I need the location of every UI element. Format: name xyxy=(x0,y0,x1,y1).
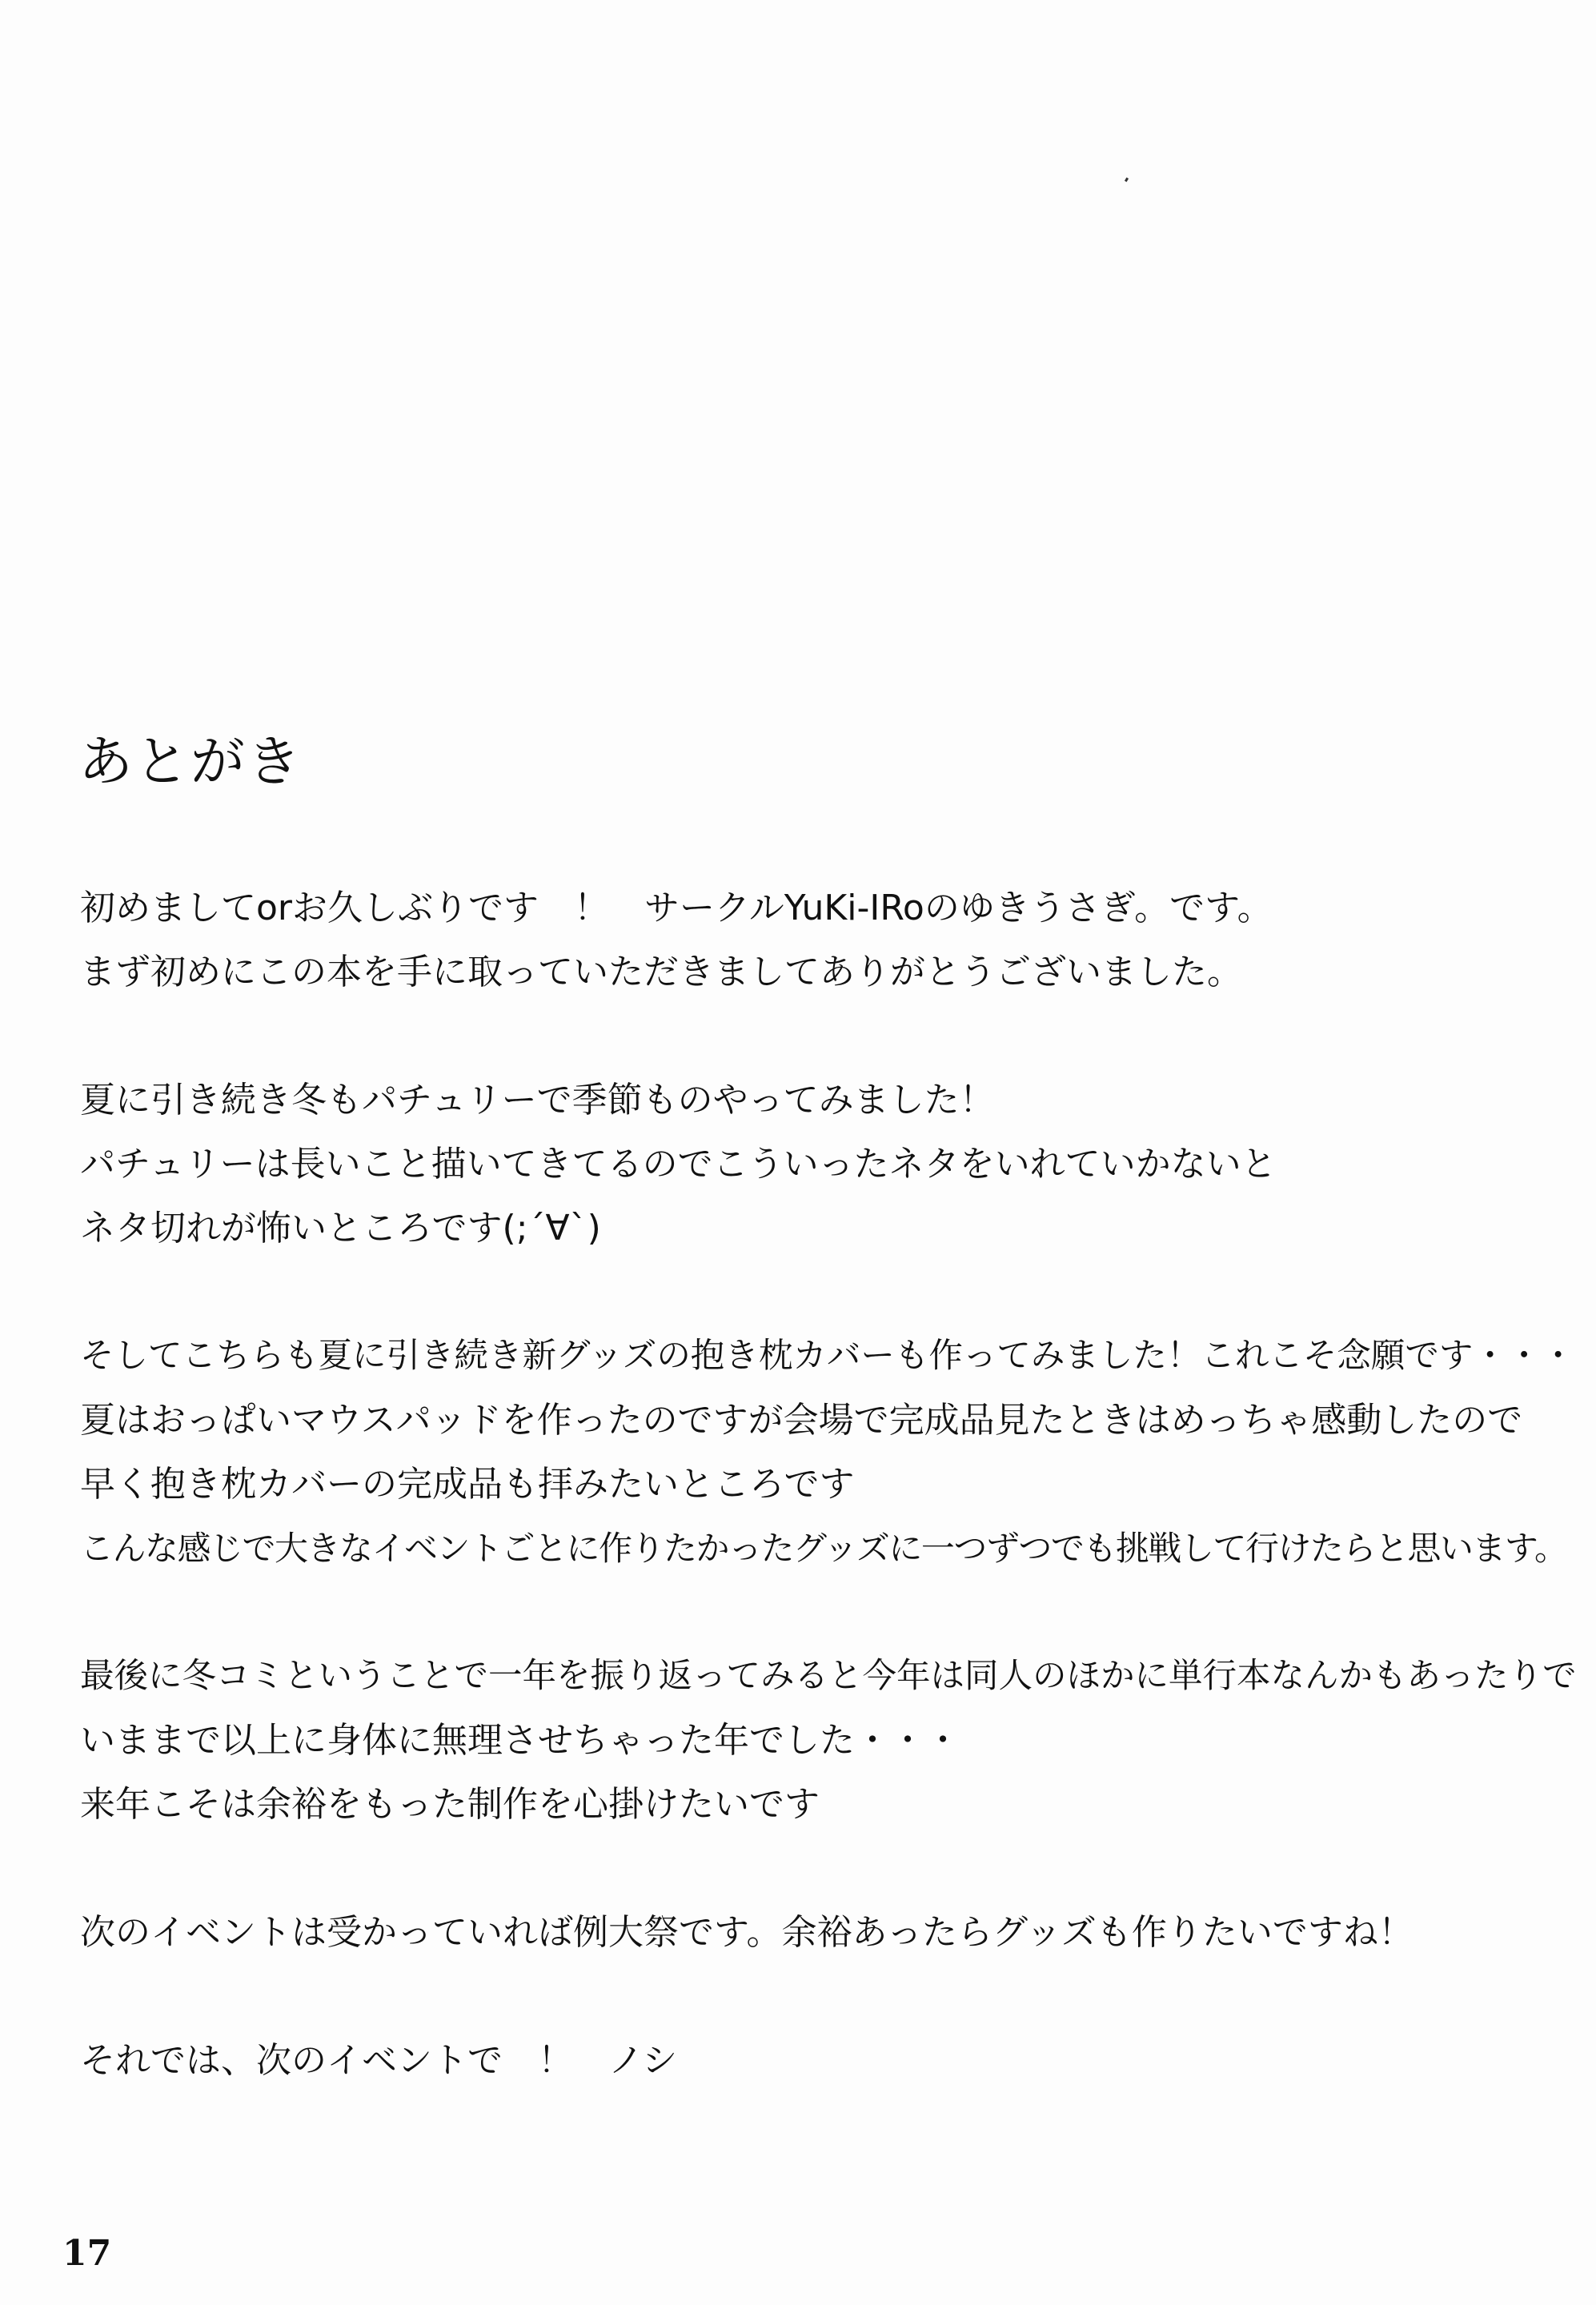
text-line: 次のイベントは受かっていれば例大祭です。余裕あったらグッズも作りたいですね！ xyxy=(80,1912,1414,1953)
text-line: それでは、次のイベントで ！ ノシ xyxy=(80,2040,678,2081)
paragraph-year-review xyxy=(80,1645,1585,1837)
text-line: そしてこちらも夏に引き続き新グッズの抱き枕カバーも作ってみました！これこそ念願です・・・ xyxy=(80,1337,1575,1376)
afterword-body xyxy=(80,876,1585,2157)
paragraph-greeting xyxy=(80,876,1585,1004)
text-line: パチュリーは長いこと描いてきてるのでこういったネタをいれていかないと xyxy=(80,1144,1277,1185)
text-line: 来年こそは余裕をもった制作を心掛けたいです xyxy=(80,1784,820,1825)
page-number: 17 xyxy=(62,2233,112,2274)
text-line: いままで以上に身体に無理させちゃった年でした・・・ xyxy=(80,1720,960,1761)
text-line: ネタ切れが怖いところです(;´∀`) xyxy=(80,1208,601,1249)
page-title: あとがき xyxy=(78,730,303,794)
paragraph-farewell xyxy=(80,2029,1585,2093)
text-line: まず初めにこの本を手に取っていただきましてありがとうございました。 xyxy=(80,952,1242,992)
paragraph-season xyxy=(80,1068,1585,1261)
paragraph-next-event xyxy=(80,1901,1585,1965)
text-line: 早く抱き枕カバーの完成品も拝みたいところです xyxy=(80,1464,855,1505)
text-line: 夏に引き続き冬もパチュリーで季節ものやってみました！ xyxy=(80,1080,995,1120)
paragraph-goods xyxy=(80,1325,1585,1581)
text-line: こんな感じで大きなイベントごとに作りたかったグッズに一つずつでも挑戦して行けたらと思います。 xyxy=(80,1529,1567,1568)
ink-speck xyxy=(1125,178,1129,182)
text-line: 最後に冬コミということで一年を振り返ってみると今年は同人のほかに単行本なんかもあったりで xyxy=(80,1657,1577,1696)
text-line: 初めましてorお久しぶりです ！ サークルYuKi-IRoのゆきうさぎ。です。 xyxy=(80,888,1273,928)
text-line: 夏はおっぱいマウスパッドを作ったのですが会場で完成品見たときはめっちゃ感動したので xyxy=(80,1400,1523,1441)
